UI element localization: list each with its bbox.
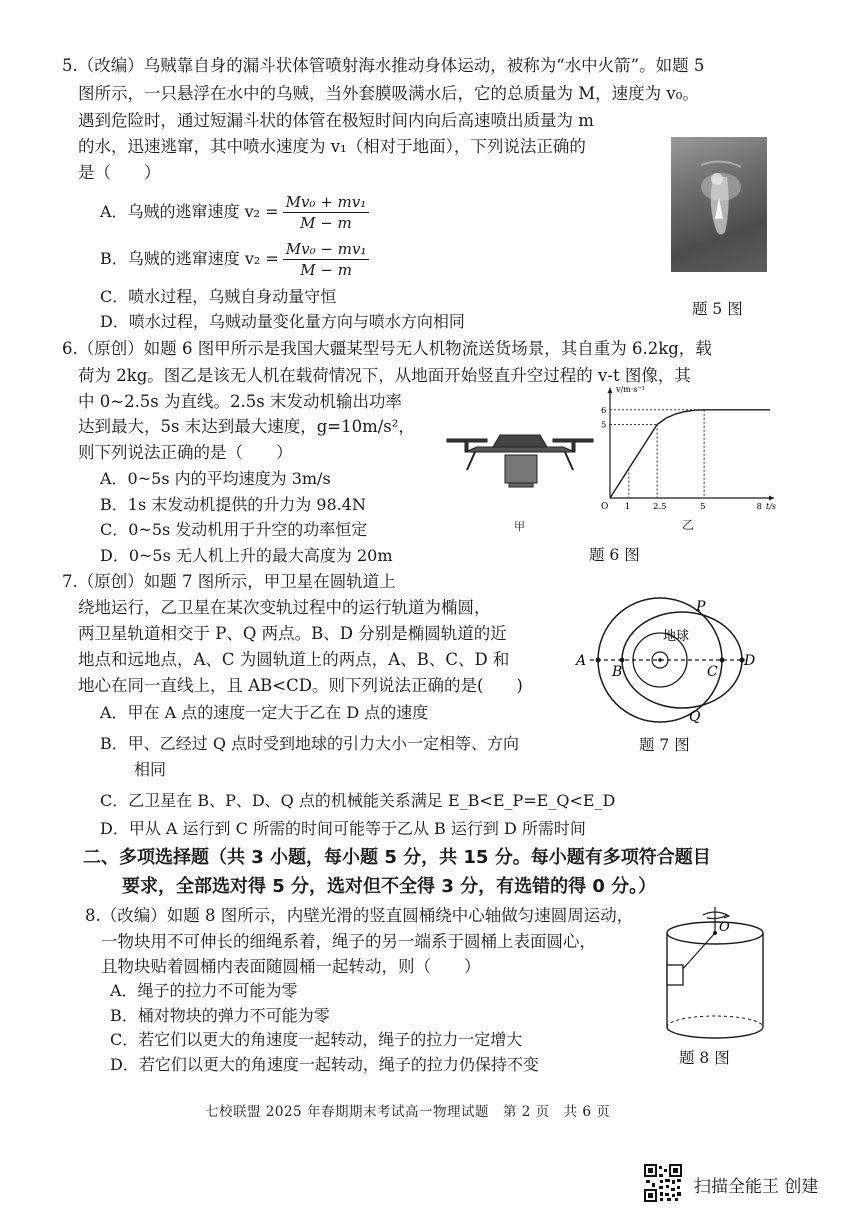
q5-stem-line-3: 遇到危险时，通过短漏斗状的体管在极短时间内向后高速喷出质量为 m	[78, 111, 594, 130]
q8-option-d: D．若它们以更大的角速度一起转动，绳子的拉力仍保持不变	[110, 1055, 539, 1074]
q7-stem-line-1: 7.（原创）如题 7 图所示，甲卫星在圆轨道上	[62, 572, 396, 591]
page-footer: 七校联盟 2025 年春期期末考试高一物理试题 第 2 页 共 6 页	[205, 1104, 611, 1120]
q5-stem-line-4: 的水，迅速逃窜，其中喷水速度为 v₁（相对于地面），下列说法正确的	[78, 137, 586, 156]
q5-option-a-numerator: Mv₀ + mv₁	[283, 192, 370, 213]
point-o-label: O	[719, 920, 730, 935]
q8-cylinder-diagram	[655, 905, 775, 1045]
x-tick-label: 5	[700, 502, 706, 512]
q6-option-d: D．0~5s 无人机上升的最大高度为 20m	[100, 546, 393, 565]
q5-option-c: C．喷水过程，乌贼自身动量守恒	[100, 287, 337, 306]
q5-option-a-prefix: A．乌贼的逃窜速度 v₂ =	[100, 202, 279, 221]
x-axis-title: t/s	[766, 502, 777, 511]
point-d-label: D	[744, 653, 756, 669]
x-axis-arrow-icon	[769, 496, 774, 501]
q7-option-d: D．甲从 A 运行到 C 所需的时间可能等于乙从 B 运行到 D 所需时间	[100, 819, 586, 838]
drone-body	[493, 435, 547, 447]
q6-stem-line-2: 荷为 2kg。图乙是该无人机在载荷情况下，从地面开始竖直升空过程的 v-t 图像，其	[78, 366, 691, 385]
q5-option-b-fraction	[283, 239, 370, 280]
x-tick-label: 2.5	[653, 502, 667, 512]
x-tick-label: 1	[624, 502, 631, 512]
q6-option-a: A．0~5s 内的平均速度为 3m/s	[100, 469, 331, 488]
q5-stem-line-1: 5.（改编）乌贼靠自身的漏斗状体管喷射海水推动身体运动，被称为“水中火箭”。如题 5	[62, 56, 705, 75]
qr-code-icon	[643, 1163, 683, 1203]
q5-option-b-denominator: M − m	[300, 260, 352, 279]
q5-figure-caption: 题 5 图	[692, 300, 743, 318]
y-tick-label: 6	[601, 405, 607, 416]
q6-vt-chart	[598, 382, 778, 512]
q6-label-jia: 甲	[514, 520, 525, 533]
q8-stem-line-1: 8.（改编）如题 8 图所示，内壁光滑的竖直圆桶绕中心轴做匀速圆周运动，	[85, 906, 634, 925]
q6-stem-line-5: 则下列说法正确的是（ ）	[78, 443, 293, 462]
q5-squid-photo	[671, 137, 767, 272]
q5-option-a-fraction	[283, 192, 370, 233]
q6-figure-caption: 题 6 图	[589, 546, 640, 564]
q6-option-b: B．1s 末发动机提供的升力为 98.4N	[100, 495, 366, 514]
point-b-label: B	[612, 664, 623, 680]
q8-figure-caption: 题 8 图	[679, 1049, 730, 1067]
y-axis-title: v/m·s⁻¹	[616, 385, 645, 394]
q8-option-b: B．桶对物块的弹力不可能为零	[110, 1006, 330, 1025]
q5-option-b	[100, 237, 369, 281]
q6-stem-line-4: 达到最大，5s 末达到最大速度，g=10m/s²，	[78, 417, 415, 436]
q8-stem-line-2: 一物块用不可伸长的细绳系着，绳子的另一端系于圆桶上表面圆心，	[101, 932, 596, 951]
q6-drone-figure	[445, 425, 595, 510]
q5-option-a	[100, 190, 369, 234]
q7-stem-line-3: 两卫星轨道相交于 P、Q 两点。B、D 分别是椭圆轨道的近	[78, 624, 507, 643]
cargo-box	[505, 455, 537, 483]
q7-stem-line-2: 绕地运行，乙卫星在某次变轨过程中的运行轨道为椭圆，	[78, 598, 491, 617]
point-a-label: A	[576, 653, 587, 669]
q7-stem-line-5: 地心在同一直线上，且 AB<CD。则下列说法正确的是( )	[78, 676, 523, 695]
q7-option-b-line-2: 相同	[134, 760, 167, 779]
q7-orbit-diagram	[570, 595, 760, 725]
q5-stem-line-2: 图所示，一只悬浮在水中的乌贼，当外套膜吸满水后，它的总质量为 M，速度为 v₀。	[78, 84, 699, 103]
q5-option-d: D．喷水过程，乌贼动量变化量方向与喷水方向相同	[100, 312, 465, 331]
q7-option-b-line-1: B．甲、乙经过 Q 点时受到地球的引力大小一定相等、方向	[100, 734, 520, 753]
q5-option-a-denominator: M − m	[300, 213, 352, 232]
y-axis-arrow-icon	[608, 388, 613, 393]
point-p-label: P	[696, 599, 706, 615]
q6-label-yi: 乙	[682, 518, 695, 532]
q6-stem-line-3: 中 0~2.5s 为直线。2.5s 末发动机输出功率	[78, 392, 402, 411]
scanner-watermark: 扫描全能王 创建	[694, 1177, 819, 1197]
series-line-0	[610, 410, 770, 498]
q5-option-b-numerator: Mv₀ − mv₁	[283, 239, 370, 260]
x-tick-label: 8	[756, 502, 763, 512]
rope	[681, 933, 715, 971]
q8-option-a: A．绳子的拉力不可能为零	[110, 981, 298, 1000]
earth-label: 地球	[663, 629, 690, 644]
q5-stem-line-5: 是（ ）	[78, 163, 161, 182]
y-tick-label: 5	[601, 420, 607, 431]
q8-option-c: C．若它们以更大的角速度一起转动，绳子的拉力一定增大	[110, 1030, 523, 1049]
point-c-label: C	[707, 664, 718, 680]
origin-label: O	[601, 502, 609, 512]
point-q-label: Q	[689, 709, 701, 725]
q7-stem-line-4: 地点和远地点，A、C 为圆轨道上的两点，A、B、C、D 和	[78, 650, 510, 669]
q7-figure-caption: 题 7 图	[639, 736, 690, 754]
q7-option-c: C．乙卫星在 B、P、D、Q 点的机械能关系满足 E_B<E_P=E_Q<E_D	[100, 791, 616, 810]
section-2-title-line-2: 要求，全部选对得 5 分，选对但不全得 3 分，有选错的得 0 分。）	[122, 876, 657, 897]
q8-stem-line-3: 且物块贴着圆桶内表面随圆桶一起转动，则（ ）	[101, 957, 481, 976]
q6-option-c: C．0~5s 发动机用于升空的功率恒定	[100, 520, 368, 539]
q6-stem-line-1: 6.（原创）如题 6 图甲所示是我国大疆某型号无人机物流送货场景，其自重为 6.2kg，载	[62, 339, 712, 358]
q7-option-a: A．甲在 A 点的速度一定大于乙在 D 点的速度	[100, 703, 429, 722]
q5-option-b-prefix: B．乌贼的逃窜速度 v₂ =	[100, 249, 279, 268]
section-2-title-line-1: 二、多项选择题（共 3 小题，每小题 5 分，共 15 分。每小题有多项符合题目	[83, 847, 711, 868]
block	[667, 965, 683, 985]
squid-image	[671, 137, 767, 272]
